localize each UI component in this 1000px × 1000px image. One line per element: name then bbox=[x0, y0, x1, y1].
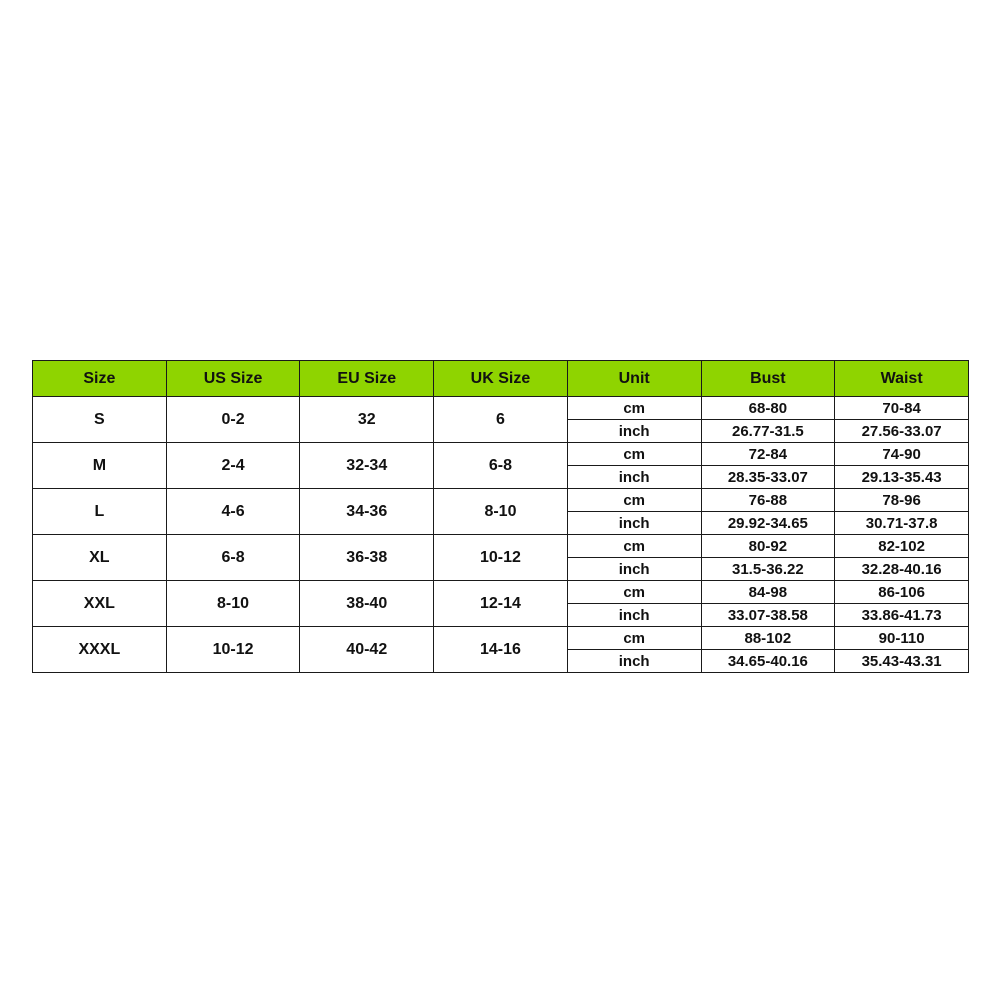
unit-cell: cm bbox=[567, 627, 701, 650]
waist-cell: 30.71-37.8 bbox=[835, 512, 969, 535]
header-size: Size bbox=[33, 361, 167, 397]
unit-cell: inch bbox=[567, 604, 701, 627]
waist-cell: 33.86-41.73 bbox=[835, 604, 969, 627]
uk-size-cell: 10-12 bbox=[434, 535, 568, 581]
waist-cell: 90-110 bbox=[835, 627, 969, 650]
us-size-cell: 4-6 bbox=[166, 489, 300, 535]
waist-cell: 74-90 bbox=[835, 443, 969, 466]
header-bust: Bust bbox=[701, 361, 835, 397]
waist-cell: 29.13-35.43 bbox=[835, 466, 969, 489]
header-us-size: US Size bbox=[166, 361, 300, 397]
table-row bbox=[33, 397, 969, 420]
eu-size-cell: 38-40 bbox=[300, 581, 434, 627]
unit-cell: inch bbox=[567, 650, 701, 673]
table-header bbox=[33, 361, 969, 397]
bust-cell: 28.35-33.07 bbox=[701, 466, 835, 489]
bust-cell: 68-80 bbox=[701, 397, 835, 420]
header-row bbox=[33, 361, 969, 397]
table-row bbox=[33, 535, 969, 558]
table-body bbox=[33, 397, 969, 673]
header-waist: Waist bbox=[835, 361, 969, 397]
eu-size-cell: 40-42 bbox=[300, 627, 434, 673]
size-cell: M bbox=[33, 443, 167, 489]
unit-cell: inch bbox=[567, 420, 701, 443]
waist-cell: 35.43-43.31 bbox=[835, 650, 969, 673]
uk-size-cell: 12-14 bbox=[434, 581, 568, 627]
table-row bbox=[33, 627, 969, 650]
bust-cell: 26.77-31.5 bbox=[701, 420, 835, 443]
bust-cell: 29.92-34.65 bbox=[701, 512, 835, 535]
waist-cell: 82-102 bbox=[835, 535, 969, 558]
us-size-cell: 6-8 bbox=[166, 535, 300, 581]
header-unit: Unit bbox=[567, 361, 701, 397]
us-size-cell: 10-12 bbox=[166, 627, 300, 673]
uk-size-cell: 6-8 bbox=[434, 443, 568, 489]
eu-size-cell: 32-34 bbox=[300, 443, 434, 489]
size-cell: XXXL bbox=[33, 627, 167, 673]
size-cell: L bbox=[33, 489, 167, 535]
unit-cell: cm bbox=[567, 443, 701, 466]
us-size-cell: 0-2 bbox=[166, 397, 300, 443]
unit-cell: inch bbox=[567, 512, 701, 535]
unit-cell: inch bbox=[567, 466, 701, 489]
us-size-cell: 2-4 bbox=[166, 443, 300, 489]
table-row bbox=[33, 581, 969, 604]
unit-cell: cm bbox=[567, 535, 701, 558]
bust-cell: 31.5-36.22 bbox=[701, 558, 835, 581]
unit-cell: cm bbox=[567, 581, 701, 604]
bust-cell: 84-98 bbox=[701, 581, 835, 604]
size-chart-table bbox=[32, 360, 969, 673]
header-eu-size: EU Size bbox=[300, 361, 434, 397]
bust-cell: 34.65-40.16 bbox=[701, 650, 835, 673]
header-uk-size: UK Size bbox=[434, 361, 568, 397]
us-size-cell: 8-10 bbox=[166, 581, 300, 627]
unit-cell: cm bbox=[567, 397, 701, 420]
bust-cell: 76-88 bbox=[701, 489, 835, 512]
table-row bbox=[33, 443, 969, 466]
eu-size-cell: 34-36 bbox=[300, 489, 434, 535]
size-cell: XXL bbox=[33, 581, 167, 627]
eu-size-cell: 32 bbox=[300, 397, 434, 443]
bust-cell: 72-84 bbox=[701, 443, 835, 466]
table-row bbox=[33, 489, 969, 512]
waist-cell: 32.28-40.16 bbox=[835, 558, 969, 581]
uk-size-cell: 6 bbox=[434, 397, 568, 443]
eu-size-cell: 36-38 bbox=[300, 535, 434, 581]
waist-cell: 70-84 bbox=[835, 397, 969, 420]
unit-cell: inch bbox=[567, 558, 701, 581]
waist-cell: 78-96 bbox=[835, 489, 969, 512]
unit-cell: cm bbox=[567, 489, 701, 512]
waist-cell: 27.56-33.07 bbox=[835, 420, 969, 443]
waist-cell: 86-106 bbox=[835, 581, 969, 604]
uk-size-cell: 14-16 bbox=[434, 627, 568, 673]
size-cell: S bbox=[33, 397, 167, 443]
bust-cell: 88-102 bbox=[701, 627, 835, 650]
uk-size-cell: 8-10 bbox=[434, 489, 568, 535]
bust-cell: 80-92 bbox=[701, 535, 835, 558]
bust-cell: 33.07-38.58 bbox=[701, 604, 835, 627]
size-cell: XL bbox=[33, 535, 167, 581]
